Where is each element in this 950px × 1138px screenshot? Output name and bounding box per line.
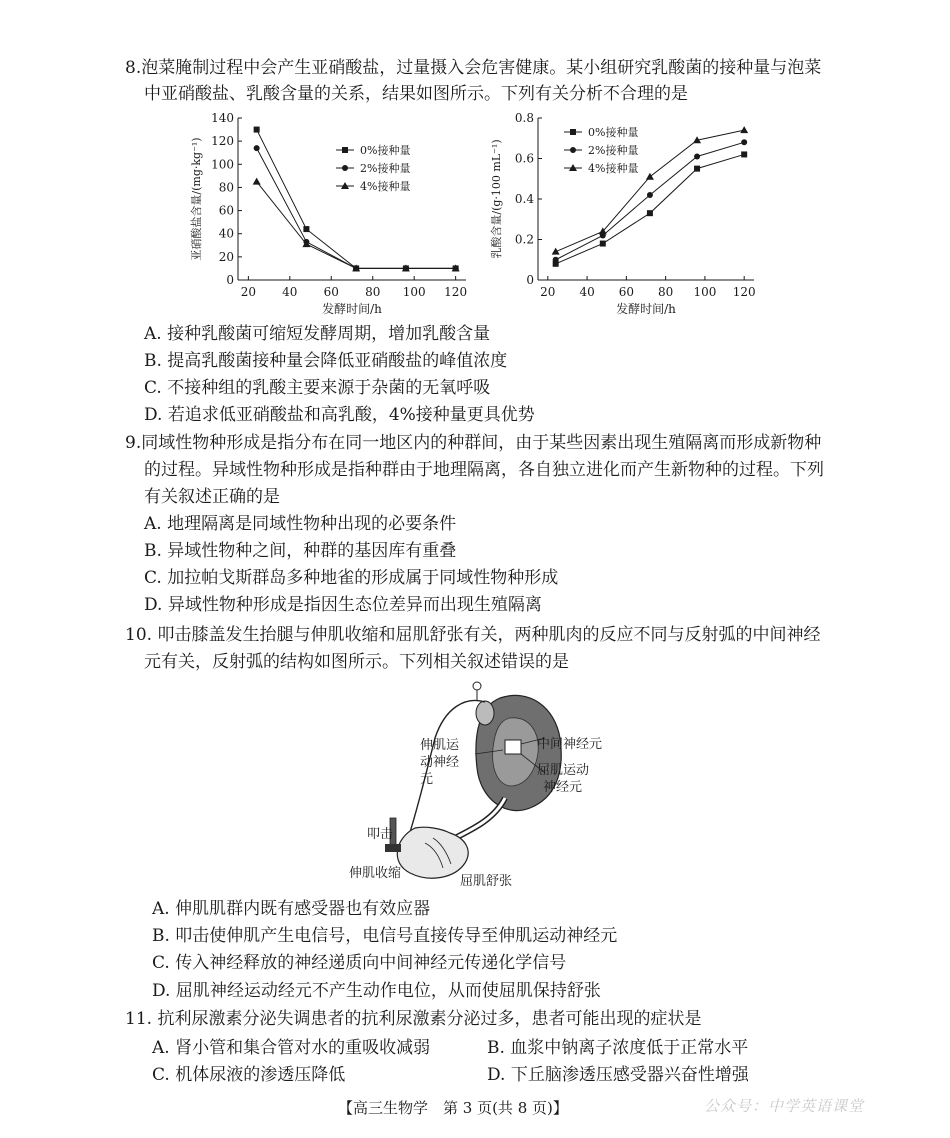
chart2-point-s2 [646,173,654,180]
q9-option-a: A. 地理隔离是同域性物种出现的必要条件 [144,514,457,534]
chart1-legend-marker-0 [342,147,348,153]
chart1-ytick-label: 100 [211,157,234,172]
chart2-point-s1 [647,192,653,198]
chart2-point-s0 [647,210,653,216]
chart2-series-line-1 [556,142,745,259]
chart1-ytick-label: 20 [218,249,234,264]
q10-option-d: D. 屈肌神经运动经元不产生动作电位，从而使屈肌保持舒张 [152,981,601,1001]
chart2-point-s0 [741,151,747,157]
chart1-ylabel: 亚硝酸盐含量/(mg·kg⁻¹) [190,137,203,261]
q11-stem: 11. 抗利尿激素分泌失调患者的抗利尿激素分泌过多，患者可能出现的症状是 [125,1009,702,1029]
chart2-legend-label-1: 2%接种量 [588,144,639,157]
chart2-ytick-label: 0.6 [514,151,534,166]
chart1-ytick-label: 40 [218,226,234,241]
page-footer: 【高三生物学 第 3 页(共 8 页)】 [338,1099,568,1117]
q8-option-c: C. 不接种组的乳酸主要来源于杂菌的无氧呼吸 [144,378,491,398]
q9-option-c: C. 加拉帕戈斯群岛多种地雀的形成属于同域性物种形成 [144,568,559,588]
chart2-point-s2 [552,248,560,255]
q8-option-b: B. 提高乳酸菌接种量会降低亚硝酸盐的峰值浓度 [144,351,508,371]
label-flexor-motor-neuron: 屈肌运动 神经元 [537,763,590,795]
chart1-ytick-label: 140 [211,111,234,125]
q9-stem-line3: 有关叙述正确的是 [144,487,280,507]
chart1-xtick-label: 40 [282,285,298,299]
chart1-point-s0 [303,226,309,232]
chart1-point-s2 [253,178,261,185]
chart1-ytick-label: 60 [218,203,234,218]
chart2-point-s1 [553,257,559,263]
chart2-point-s2 [740,126,748,133]
chart2-ytick-label: 0.8 [514,111,534,125]
chart2-xlabel: 发酵时间/h [616,302,676,316]
interneuron [505,740,521,754]
chart1-ytick-label: 80 [218,180,234,195]
chart1-series-line-2 [257,182,456,269]
label-extensor-motor-neuron: 伸肌运 动神经 元 [420,738,460,787]
q8-option-d: D. 若追求低亚硝酸盐和高乳酸，4%接种量更具优势 [144,405,535,425]
chart2-point-s0 [600,241,606,247]
chart1-legend-marker-1 [342,165,348,171]
chart1-legend-label-1: 2%接种量 [360,162,411,175]
chart2-series-line-2 [556,130,745,252]
chart2-xtick-label: 100 [693,285,717,299]
label-interneuron: 中间神经元 [537,737,603,752]
chart2-xtick-label: 120 [732,285,756,299]
chart2-legend-label-0: 0%接种量 [588,126,639,139]
q10-stem-line2: 元有关，反射弧的结构如图所示。下列相关叙述错误的是 [144,652,569,672]
chart2-ylabel: 乳酸含量/(g·100 mL⁻¹) [490,139,503,259]
chart2-ytick-label: 0.2 [514,232,534,247]
label-tap: 叩击 [367,827,394,842]
q11-option-d: D. 下丘脑渗透压感受器兴奋性增强 [487,1065,749,1085]
chart2-legend-marker-0 [570,129,576,135]
chart2-ytick-label: 0 [526,273,534,287]
q9-stem-line1: 9.同域性物种形成是指分布在同一地区内的种群间，由于某些因素出现生殖隔离而形成新物种 [125,433,822,453]
q9-option-b: B. 异域性物种之间，种群的基因库有重叠 [144,541,457,561]
chart2-series-line-0 [556,154,745,263]
q11-option-a: A. 肾小管和集合管对水的重吸收减弱 [152,1038,431,1058]
chart1-point-s0 [254,127,260,133]
chart1-legend-label-2: 4%接种量 [360,180,411,193]
chart2-xtick-label: 60 [618,285,635,299]
q10-option-b: B. 叩击使伸肌产生电信号，电信号直接传导至伸肌运动神经元 [152,926,618,946]
electrode-marker [473,682,481,700]
chart2-legend-marker-1 [570,147,576,153]
nitrite-chart [190,108,480,323]
chart2-point-s1 [741,139,747,145]
chart1-xtick-label: 120 [444,285,468,299]
lactic-acid-chart [488,108,768,323]
chart2-xtick-label: 20 [540,285,556,299]
chart1-xlabel: 发酵时间/h [322,302,382,316]
chart2-ytick-label: 0.4 [514,192,534,206]
q8-option-a: A. 接种乳酸菌可缩短发酵周期，增加乳酸含量 [144,324,491,344]
chart1-series-line-0 [257,130,456,269]
chart2-legend-label-2: 4%接种量 [588,162,639,175]
chart1-ytick-label: 0 [226,273,234,287]
chart2-point-s1 [694,153,700,159]
q9-option-d: D. 异域性物种形成是指因生态位差异而出现生殖隔离 [144,595,542,615]
chart1-xtick-label: 60 [323,285,339,299]
chart2-point-s0 [694,166,700,172]
dorsal-root-ganglion [476,701,494,725]
q8-stem-line2: 中亚硝酸盐、乳酸含量的关系，结果如图所示。下列有关分析不合理的是 [144,84,688,104]
chart2-xtick-label: 40 [579,285,595,299]
chart1-xtick-label: 100 [402,285,426,299]
q9-stem-line2: 的过程。异域性物种形成是指种群由于地理隔离，各自独立进化而产生新物种的过程。下列 [144,460,824,480]
label-extensor-contract: 伸肌收缩 [349,866,402,881]
q10-option-c: C. 传入神经释放的神经递质向中间神经元传递化学信号 [152,953,567,973]
label-flexor-relax: 屈肌舒张 [460,874,513,889]
watermark: 公众号：中学英语课堂 [704,1097,865,1115]
chart1-xtick-label: 80 [365,285,381,299]
q10-stem-line1: 10. 叩击膝盖发生抬腿与伸肌收缩和屈肌舒张有关，两种肌肉的反应不同与反射弧的中间神经 [125,625,821,645]
chart1-series-line-1 [257,148,456,268]
q11-option-c: C. 机体尿液的渗透压降低 [152,1065,346,1085]
chart1-xtick-label: 20 [240,285,257,299]
chart1-legend-label-0: 0%接种量 [360,144,411,157]
chart2-xtick-label: 80 [657,285,674,299]
chart1-point-s1 [254,145,260,151]
q8-stem-line1: 8.泡菜腌制过程中会产生亚硝酸盐，过量摄入会危害健康。某小组研究乳酸菌的接种量与泡菜 [125,58,822,78]
q11-option-b: B. 血浆中钠离子浓度低于正常水平 [487,1038,749,1058]
chart1-ytick-label: 120 [211,134,234,149]
q10-option-a: A. 伸肌肌群内既有感受器也有效应器 [152,899,431,919]
